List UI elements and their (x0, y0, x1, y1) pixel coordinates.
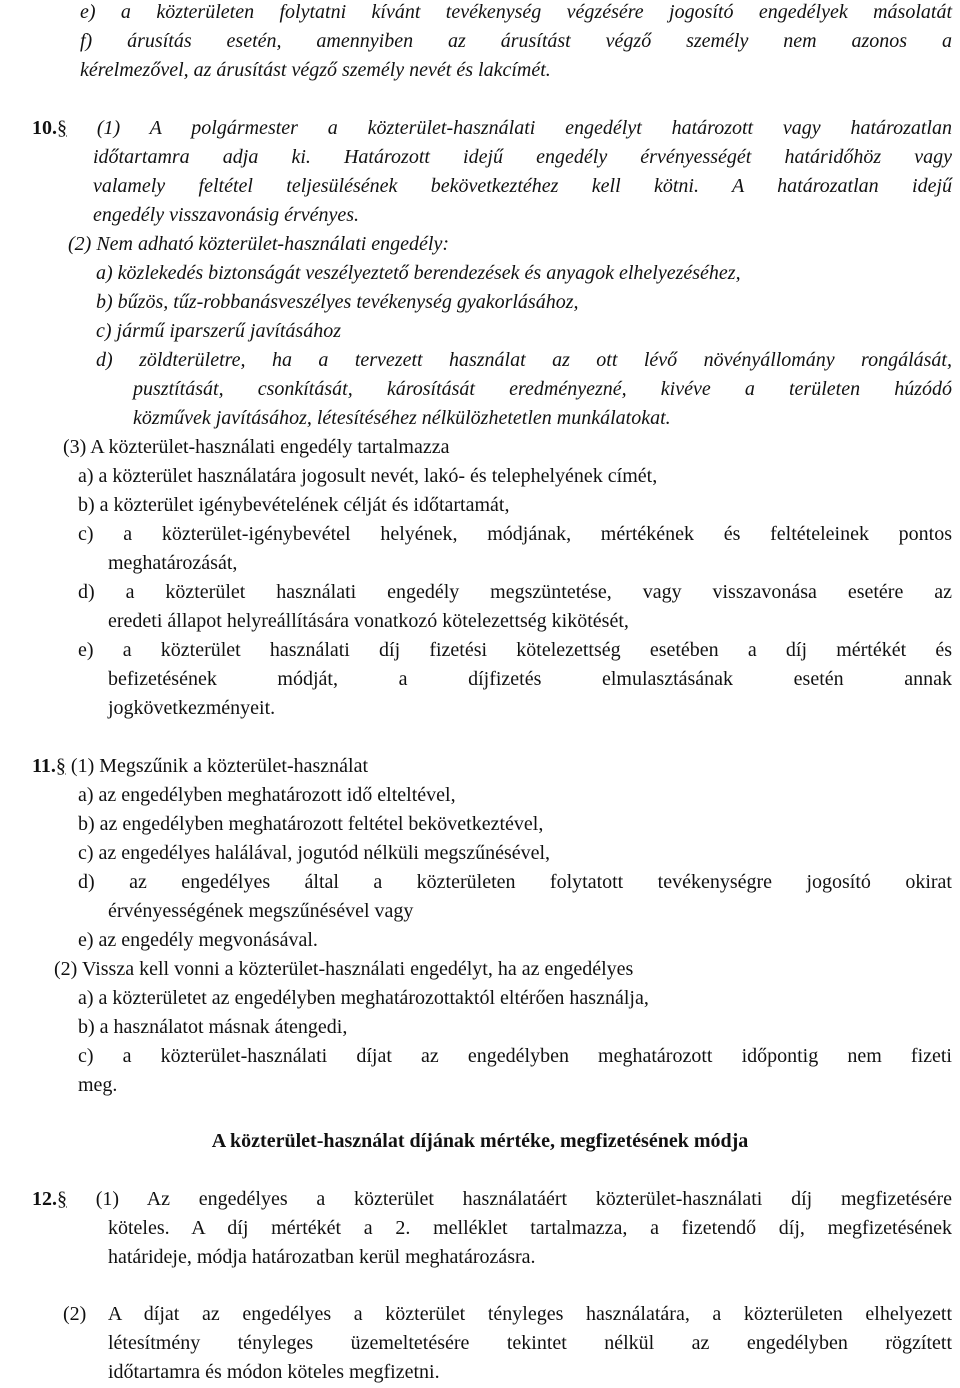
text-line: időtartamra és módon köteles megfizetni. (108, 1361, 440, 1383)
text-line: valamely feltétel teljesülésének bekövetkeztéhez kell kötni. A határozatlan idejű (93, 175, 952, 197)
text-line: érvényességének megszűnésével vagy (108, 900, 414, 922)
section-heading-line (32, 752, 368, 780)
text-line: engedély visszavonásig érvényes. (93, 204, 360, 226)
text-line: c) a közterület-igénybevétel helyének, módjának, mértékének és feltételeinek pontos (78, 523, 952, 545)
text-line: a) közlekedés biztonságát veszélyeztető berendezések és anyagok elhelyezéséhez, (96, 262, 741, 284)
text-line: f) árusítás esetén, amennyiben az árusítást végző személy nem azonos a (80, 30, 952, 52)
text-line: a) a közterületet az engedélyben meghatározottaktól eltérően használja, (78, 987, 649, 1009)
paragraph-sign: § (57, 1188, 67, 1210)
text-line: kérelmezővel, az árusítást végző személy nevét és lakcímét. (80, 59, 551, 81)
text-line: d) a közterület használati engedély megszüntetése, vagy visszavonása esetére az (78, 581, 952, 603)
text-line: befizetésének módját, a díjfizetés elmulasztásának esetén annak (108, 668, 952, 690)
text-line: pusztítását, csonkítását, károsítását eredményezné, kivéve a területen húzódó (133, 378, 952, 400)
text-line: meg. (78, 1074, 118, 1096)
text-line: c) az engedélyes halálával, jogutód nélküli megszűnésével, (78, 842, 551, 864)
text-line: határideje, módja határozatban kerül meghatározásra. (108, 1246, 536, 1268)
section-number: 10. (32, 117, 57, 139)
text-line: közművek javításához, létesítéséhez nélkülözhetetlen munkálatokat. (133, 407, 671, 429)
paragraph-sign: § (57, 117, 67, 139)
text-fragment: (1) Az engedélyes a közterület használatáért közterület-használati díj megfizetésére (67, 1188, 952, 1210)
text-line: köteles. A díj mértékét a 2. melléklet tartalmazza, a fizetendő díj, megfizetésének (108, 1217, 952, 1239)
paragraph-sign: § (55, 755, 66, 777)
text-line: időtartamra adja ki. Határozott idejű engedély érvényességét határidőhöz vagy (93, 146, 952, 168)
text-line: (2) Vissza kell vonni a közterület-használati engedélyt, ha az engedélyes (54, 958, 634, 980)
text-line: meghatározását, (108, 552, 238, 574)
text-line: (2) Nem adható közterület-használati engedély: (68, 233, 450, 255)
text-line: d) az engedélyes által a közterületen folytatott tevékenységre jogosító okirat (78, 871, 952, 893)
text-line: e) a közterület használati díj fizetési kötelezettség esetében a díj mértékét és (78, 639, 952, 661)
text-fragment: (1) A polgármester a közterület-használati engedélyt határozott vagy határozatlan (67, 117, 952, 139)
text-line: b) a használatot másnak átengedi, (78, 1016, 348, 1038)
text-line: létesítmény tényleges üzemeltetésére tekintet nélkül az engedélyben rögzített (108, 1332, 952, 1354)
text-line: c) a közterület-használati díjat az engedélyben meghatározott időpontig nem fizeti (78, 1045, 952, 1067)
text-line: b) az engedélyben meghatározott feltétel bekövetkeztével, (78, 813, 544, 835)
text-line: a) a közterület használatára jogosult nevét, lakó- és telephelyének címét, (78, 465, 658, 487)
text-line: b) bűzös, tűz-robbanásveszélyes tevékenység gyakorlásához, (96, 291, 579, 313)
text-line: eredeti állapot helyreállítására vonatkozó kötelezettség kikötését, (108, 610, 629, 632)
text-line: e) az engedély megvonásával. (78, 929, 318, 951)
text-fragment: (1) Megszűnik a közterület-használat (65, 755, 369, 777)
text-line: (3) A közterület-használati engedély tartalmazza (63, 436, 450, 458)
text-line: b) a közterület igénybevételének célját és időtartamát, (78, 494, 510, 516)
text-line: e) a közterületen folytatni kívánt tevékenység végzésére jogosító engedélyek másolatát (80, 1, 952, 23)
text-line: jogkövetkezményeit. (108, 697, 276, 719)
text-line: c) jármű iparszerű javításához (96, 320, 341, 342)
section-heading-line (32, 114, 952, 142)
text-line: (2) A díjat az engedélyes a közterület tényleges használatára, a közterületen elhelyezett (63, 1303, 952, 1325)
section-heading-line (32, 1185, 952, 1213)
section-subheading: A közterület-használat díjának mértéke, megfizetésének módja (211, 1130, 749, 1152)
section-number: 11. (32, 755, 56, 777)
text-line: a) az engedélyben meghatározott idő elteltével, (78, 784, 456, 806)
section-number: 12. (32, 1188, 57, 1210)
text-line: d) zöldterületre, ha a tervezett használat az ott lévő növényállomány rongálását, (96, 349, 952, 371)
